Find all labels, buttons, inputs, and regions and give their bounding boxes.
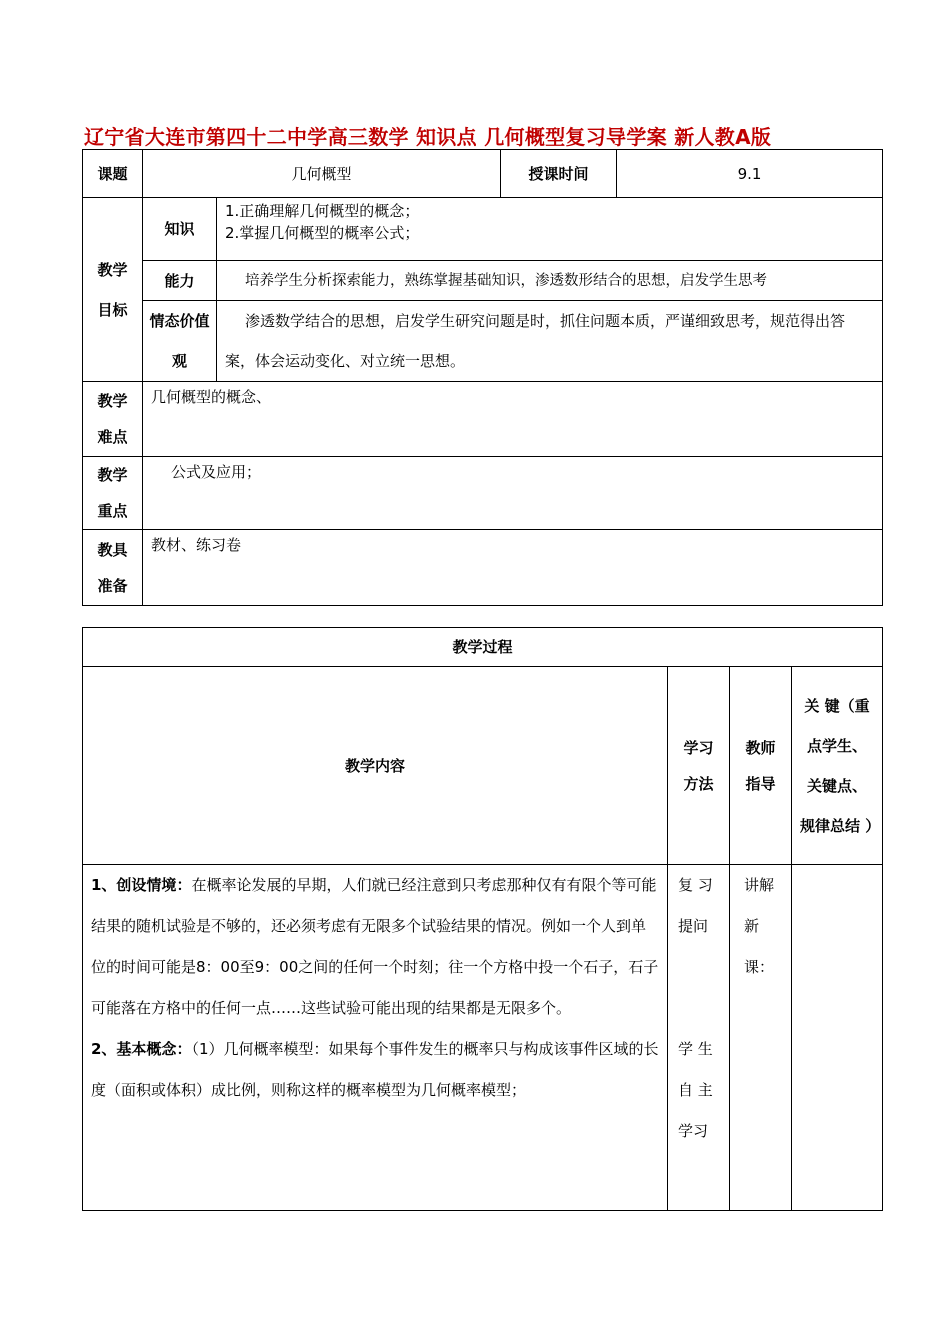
tools-label: 教具准备	[83, 530, 143, 606]
process-title: 教学过程	[83, 628, 883, 667]
section2-heading: 2、基本概念：	[91, 1040, 192, 1058]
topic-label: 课题	[83, 150, 143, 198]
section1-text: 在概率论发展的早期，人们就已经注意到只考虑那种仅有有限个等可能结果的随机试验是不够的，还必须考虑有无限多个试验结果的情况。例如一个人到单位的时间可能是8：00至9：00之间的任何一个时刻；往一个方格中投一个石子，石子可能落在方格中的任何一点……这些试验可能出现的结果都是无限多个。	[91, 876, 659, 1017]
teaching-process-table	[82, 627, 883, 1211]
topic-value: 几何概型	[143, 150, 501, 198]
section1-heading: 1、创设情境：	[91, 876, 192, 894]
ability-content: 培养学生分析探索能力，熟练掌握基础知识，渗透数形结合的思想，启发学生思考	[217, 261, 883, 301]
knowledge-line-1: 1.正确理解几何概型的概念；	[225, 202, 420, 220]
document-title: 辽宁省大连市第四十二中学高三数学 知识点 几何概型复习导学案 新人教A版	[84, 125, 772, 149]
ability-label: 能力	[143, 261, 217, 301]
difficulty-label: 教学难点	[83, 382, 143, 457]
goals-label: 教学目标	[83, 198, 143, 382]
method-cell	[668, 865, 730, 1211]
col-guide-header: 教师指导	[730, 667, 792, 865]
key-cell	[792, 865, 883, 1211]
keypoint-content: 公式及应用；	[143, 457, 883, 530]
knowledge-label: 知识	[143, 198, 217, 261]
method-self-study: 学 生自 主学习	[678, 1040, 713, 1140]
knowledge-content	[217, 198, 883, 261]
method-review: 复 习提问	[678, 876, 713, 935]
section2-text: （1）几何概率模型：如果每个事件发生的概率只与构成该事件区域的长度（面积或体积）成比例，则称这样的概率模型为几何概率模型；	[91, 1040, 659, 1099]
lesson-info-table	[82, 149, 883, 606]
emotion-content: 渗透数学结合的思想，启发学生研究问题是时，抓住问题本质，严谨细致思考，规范得出答案，体会运动变化、对立统一思想。	[217, 301, 883, 382]
col-method-header: 学习方法	[668, 667, 730, 865]
emotion-label: 情态价值观	[143, 301, 217, 382]
time-label: 授课时间	[501, 150, 617, 198]
time-value: 9.1	[617, 150, 883, 198]
col-key-header: 关 键（重点学生、关键点、规律总结 ）	[792, 667, 883, 865]
knowledge-line-2: 2.掌握几何概型的概率公式；	[225, 224, 420, 242]
tools-content: 教材、练习卷	[143, 530, 883, 606]
lesson-content	[83, 865, 668, 1211]
col-content-header: 教学内容	[83, 667, 668, 865]
keypoint-label: 教学重点	[83, 457, 143, 530]
guide-cell: 讲解新课：	[730, 865, 792, 1211]
difficulty-content: 几何概型的概念、	[143, 382, 883, 457]
